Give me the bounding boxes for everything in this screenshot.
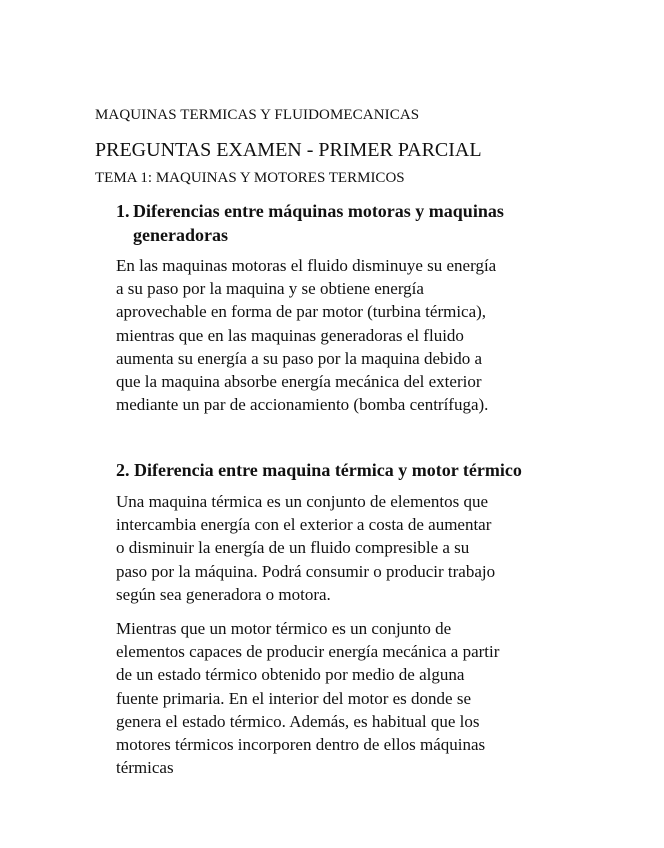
course-title: MAQUINAS TERMICAS Y FLUIDOMECANICAS xyxy=(95,107,420,123)
question-1-answer: En las maquinas motoras el fluido disminuye su energía a su paso por la maquina y se obtiene energía aprovechable en forma de par motor (turbina térmica), mientras que en las maquinas generadoras el fluido aumenta su energía a su paso por la maquina debido a que la maquina absorbe energía mecánica del exterior mediante un par de accionamiento (bomba centrífuga). xyxy=(116,256,497,415)
exam-title: PREGUNTAS EXAMEN - PRIMER PARCIAL xyxy=(95,139,482,161)
question-2-answer-paragraph-1: Una maquina térmica es un conjunto de elementos que intercambia energía con el exterior a costa de aumentar o disminuir la energía de un fluido compresible a su paso por la máquina. Podrá consumir o producir trabajo según sea generadora o motora. xyxy=(116,492,496,604)
question-2-heading xyxy=(116,458,596,482)
question-2-answer-paragraph-2: Mientras que un motor térmico es un conjunto de elementos capaces de producir energía mecánica a partir de un estado térmico obtenido por medio de alguna fuente primaria. En el interior del motor es donde se genera el estado térmico. Además, es habitual que los motores térmicos incorporen dentro de ellos máquinas térmicas xyxy=(116,619,500,778)
question-2-title: Diferencia entre maquina térmica y motor térmico xyxy=(134,460,522,480)
question-1-heading xyxy=(116,199,586,247)
topic-title: TEMA 1: MAQUINAS Y MOTORES TERMICOS xyxy=(95,170,405,186)
question-1-number: 1. xyxy=(116,201,130,221)
question-1-title: Diferencias entre máquinas motoras y maquinas generadoras xyxy=(133,201,504,245)
question-2-number: 2. xyxy=(116,460,130,480)
